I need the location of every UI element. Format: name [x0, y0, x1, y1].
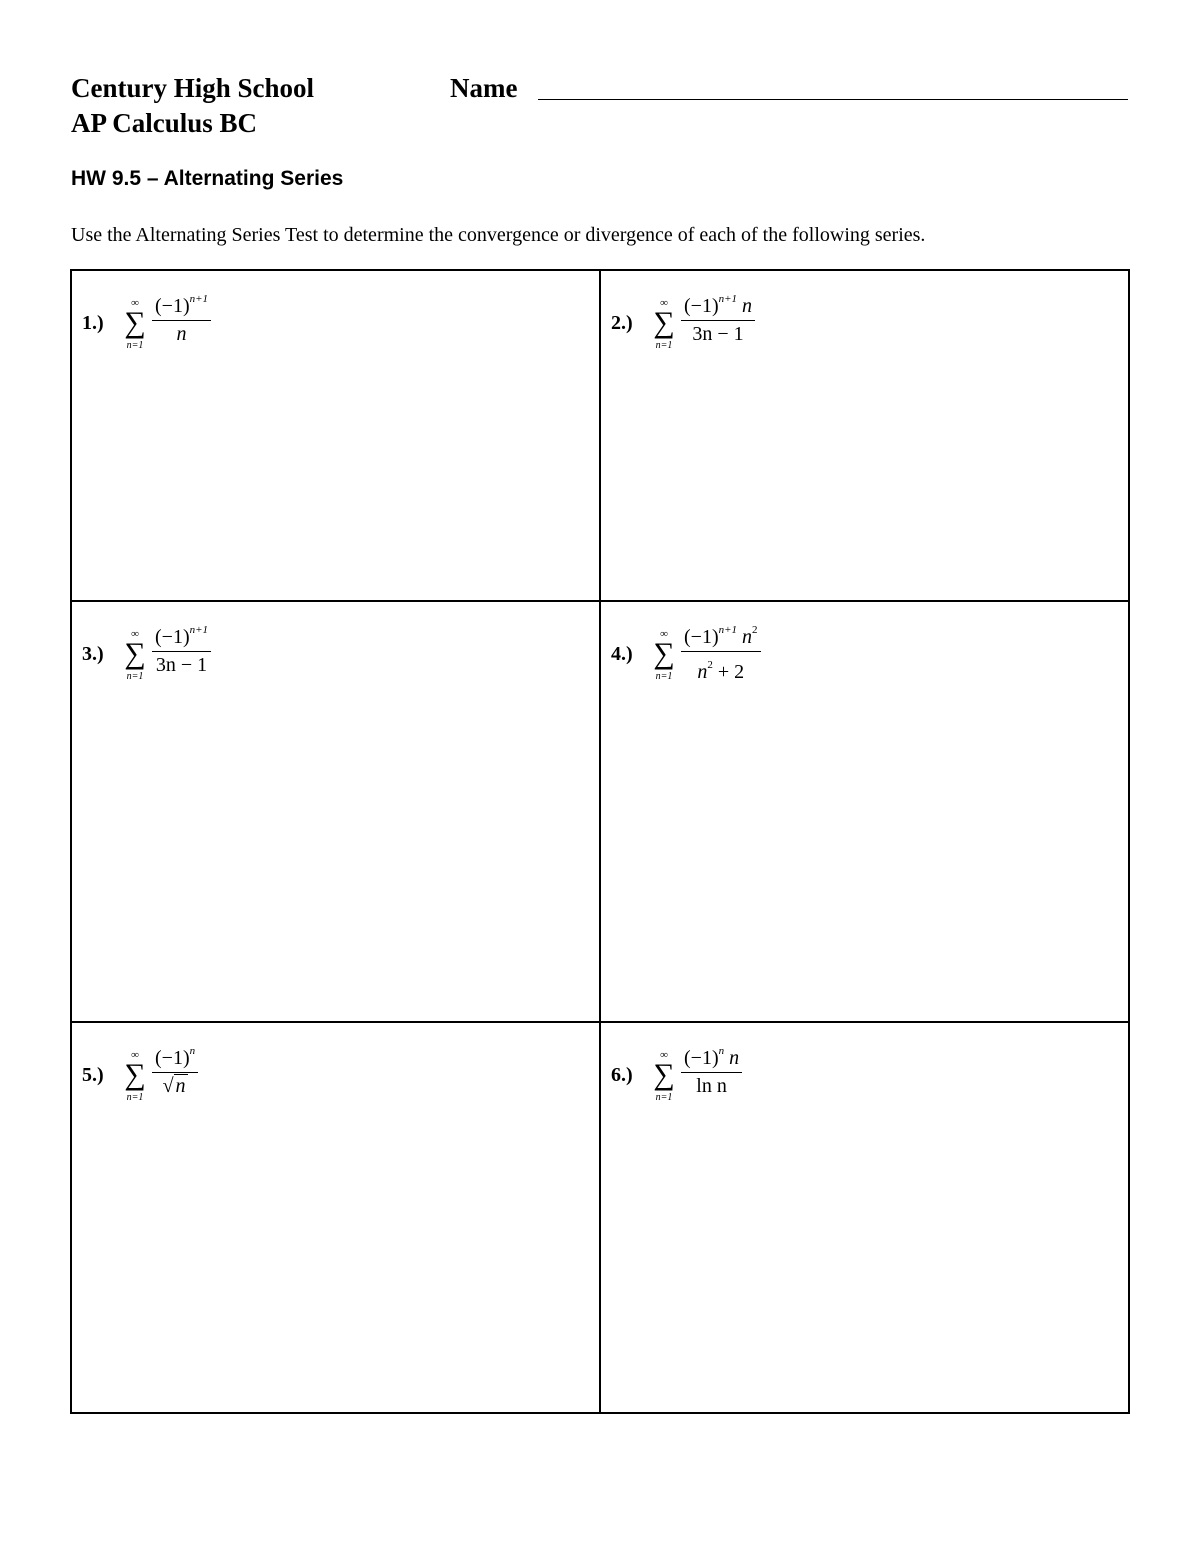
fraction [152, 285, 211, 347]
problem-cell-5[interactable] [72, 1023, 601, 1412]
problem-5: 5.) ∞ ∑ n=1 $(-1)^n$ √ n [82, 1035, 482, 1105]
problem-cell-3[interactable] [72, 602, 601, 1023]
fraction [152, 616, 211, 678]
fraction [681, 285, 755, 347]
problem-1: 1.) ∞ ∑ n=1 $(-1)^{n+1}$ n [82, 283, 482, 353]
problem-label: 6.) [611, 1064, 633, 1086]
problem-label: 1.) [82, 312, 104, 334]
numerator: $(-1)^n$ [155, 1045, 196, 1069]
denominator: $n^2 + 2$ [697, 659, 745, 683]
square-root: √ n [162, 1075, 186, 1097]
numerator: $(-1)^{n+1}$ [155, 293, 209, 317]
fraction [152, 1037, 198, 1099]
school-name: Century High School [71, 73, 315, 103]
fraction [681, 1037, 742, 1099]
numerator: $(-1)^n$ n [684, 1045, 740, 1069]
numerator: $(-1)^{n+1}$ [155, 624, 209, 648]
problem-cell-4[interactable] [601, 602, 1128, 1023]
numerator: $(-1)^{n+1}$ $n^2$ [684, 624, 758, 648]
assignment-title: HW 9.5 – Alternating Series [71, 167, 344, 190]
name-label: Name [450, 73, 518, 103]
problem-cell-6[interactable] [601, 1023, 1128, 1412]
problem-4: 4.) ∞ ∑ n=1 $(-1)^{n+1}$ $n^2$ $n^2 + 2$ [611, 614, 1011, 684]
numerator: $(-1)^{n+1}$ n [684, 293, 753, 317]
problem-2: 2.) ∞ ∑ n=1 $(-1)^{n+1}$ n 3n − 1 [611, 283, 1011, 353]
problem-3: 3.) ∞ ∑ n=1 $(-1)^{n+1}$ 3n − 1 [82, 614, 482, 684]
name-blank-line[interactable] [538, 99, 1128, 100]
problem-grid [70, 269, 1130, 1414]
fraction [681, 616, 761, 685]
problem-label: 2.) [611, 312, 633, 334]
problem-6: 6.) ∞ ∑ n=1 $(-1)^n$ n ln n [611, 1035, 1011, 1105]
course-name: AP Calculus BC [71, 108, 258, 138]
problem-label: 4.) [611, 643, 633, 665]
denominator: n [176, 323, 187, 345]
denominator: ln n [696, 1075, 727, 1097]
denominator: 3n − 1 [155, 654, 208, 676]
denominator [152, 1073, 198, 1099]
problem-label: 3.) [82, 643, 104, 665]
problem-cell-1[interactable] [72, 271, 601, 602]
instructions-text: Use the Alternating Series Test to determine the convergence or divergence of each of the following series. [71, 224, 926, 246]
problem-label: 5.) [82, 1064, 104, 1086]
denominator: 3n − 1 [692, 323, 744, 345]
problem-cell-2[interactable] [601, 271, 1128, 602]
